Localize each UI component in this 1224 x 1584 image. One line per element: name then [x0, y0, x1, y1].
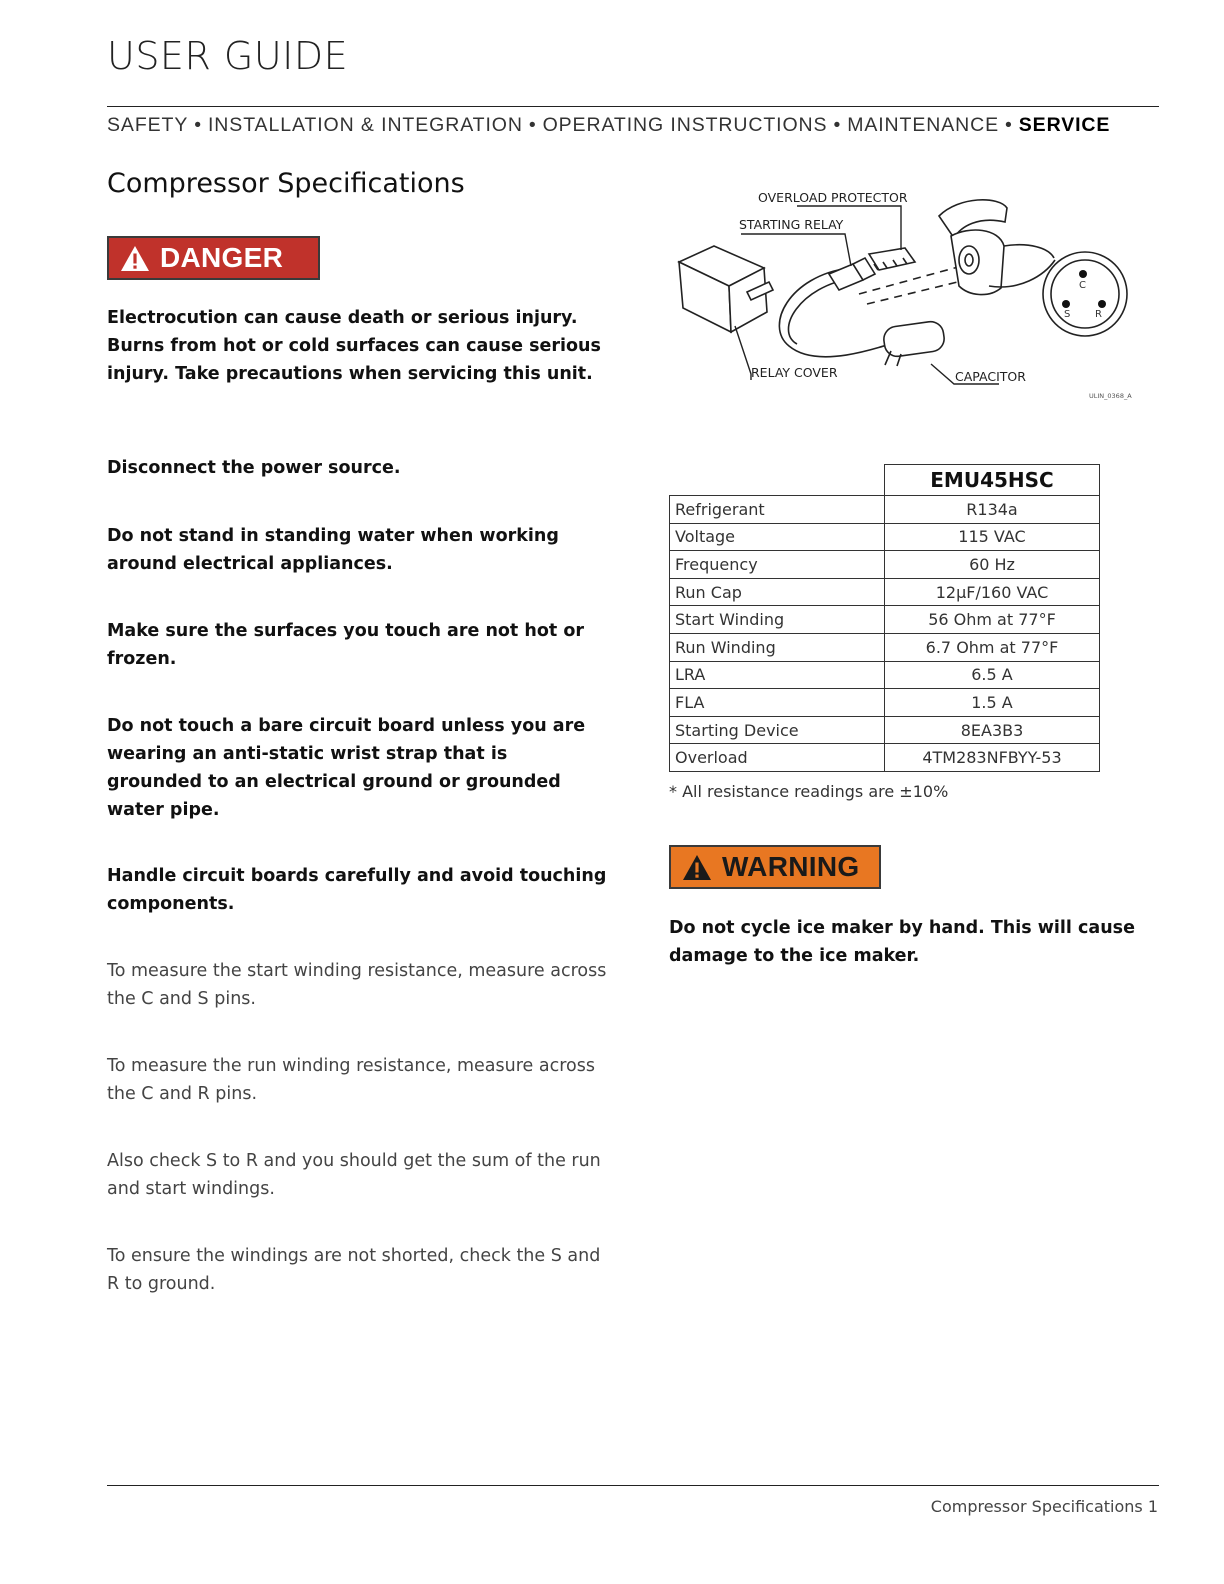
spec-value: 12µF/160 VAC: [885, 578, 1100, 606]
compressor-diagram: [669, 186, 1139, 406]
spec-label: Voltage: [670, 523, 885, 551]
safety-instruction: Make sure the surfaces you touch are not hot or frozen.: [107, 621, 584, 669]
warning-label: WARNING: [722, 851, 860, 882]
relay-cover-label: RELAY COVER: [751, 365, 838, 380]
spec-label: Refrigerant: [670, 496, 885, 524]
spec-value: 115 VAC: [885, 523, 1100, 551]
nav-item-installation: INSTALLATION & INTEGRATION: [207, 114, 523, 136]
overload-protector-label: OVERLOAD PROTECTOR: [758, 190, 908, 205]
table-row: [670, 661, 1100, 689]
safety-instruction: Do not touch a bare circuit board unless you are wearing an anti-static wrist strap that is grounded to an electrical ground or grounded water pipe.: [107, 716, 586, 820]
nav-separator: •: [1005, 114, 1013, 136]
section-nav: [107, 114, 1159, 137]
nav-item-operating: OPERATING INSTRUCTIONS: [542, 114, 828, 136]
specs-table: [669, 464, 1100, 772]
compressor-terminal-core: [965, 254, 973, 266]
capacitor-label: CAPACITOR: [955, 369, 1026, 384]
table-row: [670, 744, 1100, 772]
danger-paragraph: Electrocution can cause death or serious injury. Burns from hot or cold surfaces can cause serious injury. Take precautions when servicing this unit.: [107, 308, 601, 384]
diagram-code: ULIN_0368_A: [1089, 392, 1132, 400]
spec-label: LRA: [670, 661, 885, 689]
alignment-line: [859, 264, 969, 294]
nav-separator: •: [833, 114, 842, 136]
nav-separator: •: [528, 114, 537, 136]
pin-c-dot: [1079, 270, 1087, 278]
table-row: [670, 523, 1100, 551]
warning-triangle-icon: [120, 245, 150, 272]
spec-value: R134a: [885, 496, 1100, 524]
warning-badge: [669, 845, 881, 889]
compressor-line: [1004, 245, 1054, 258]
danger-badge: [107, 236, 320, 280]
spec-value: 4TM283NFBYY-53: [885, 744, 1100, 772]
table-corner: [670, 465, 885, 496]
spec-label: Starting Device: [670, 716, 885, 744]
nav-item-maintenance: MAINTENANCE: [847, 114, 1000, 136]
header-divider: [107, 106, 1159, 107]
footer-divider: [107, 1485, 1159, 1486]
procedure-text: To measure the start winding resistance, measure across the C and S pins.: [107, 961, 607, 1009]
relay-cover-leader: [735, 326, 751, 380]
procedure-text: Also check S to R and you should get the sum of the run and start windings.: [107, 1151, 601, 1199]
spec-value: 56 Ohm at 77°F: [885, 606, 1100, 634]
warning-paragraph: Do not cycle ice maker by hand. This will cause damage to the ice maker.: [669, 918, 1135, 966]
page-footer: Compressor Specifications 1: [930, 1497, 1158, 1516]
danger-label: DANGER: [160, 242, 284, 273]
spec-label: FLA: [670, 689, 885, 717]
pin-s-dot: [1062, 300, 1070, 308]
table-row: [670, 633, 1100, 661]
nav-item-service: SERVICE: [1018, 114, 1111, 136]
warning-triangle-icon: [682, 854, 712, 881]
spec-label: Start Winding: [670, 606, 885, 634]
starting-relay-label: STARTING RELAY: [739, 217, 844, 232]
safety-instruction: Do not stand in standing water when working around electrical appliances.: [107, 526, 559, 574]
table-row: [670, 551, 1100, 579]
table-row: [670, 716, 1100, 744]
capacitor-body: [882, 320, 946, 358]
procedure-text: To measure the run winding resistance, measure across the C and R pins.: [107, 1056, 595, 1104]
page-title: Compressor Specifications: [107, 168, 465, 199]
safety-instruction: Disconnect the power source.: [107, 458, 401, 478]
safety-instruction: Handle circuit boards carefully and avoid touching components.: [107, 866, 607, 914]
spec-label: Run Winding: [670, 633, 885, 661]
nav-separator: •: [194, 114, 202, 136]
pin-c-label: C: [1079, 280, 1086, 291]
table-row: [670, 689, 1100, 717]
table-footnote: * All resistance readings are ±10%: [669, 782, 949, 801]
spec-value: 60 Hz: [885, 551, 1100, 579]
spec-value: 6.5 A: [885, 661, 1100, 689]
terminal-pin-circle-inner: [1051, 260, 1119, 328]
model-header: EMU45HSC: [885, 465, 1100, 496]
table-row: [670, 606, 1100, 634]
pin-s-label: S: [1064, 309, 1071, 320]
spec-value: 6.7 Ohm at 77°F: [885, 633, 1100, 661]
pin-r-dot: [1098, 300, 1106, 308]
nav-item-safety: SAFETY: [107, 114, 189, 136]
spec-label: Overload: [670, 744, 885, 772]
table-row: [670, 496, 1100, 524]
doc-title: USER GUIDE: [107, 34, 349, 78]
procedure-text: To ensure the windings are not shorted, check the S and R to ground.: [107, 1246, 601, 1294]
pin-r-label: R: [1095, 309, 1102, 320]
spec-label: Frequency: [670, 551, 885, 579]
spec-value: 8EA3B3: [885, 716, 1100, 744]
relay-leader: [741, 234, 851, 266]
table-row: [670, 578, 1100, 606]
spec-label: Run Cap: [670, 578, 885, 606]
spec-value: 1.5 A: [885, 689, 1100, 717]
